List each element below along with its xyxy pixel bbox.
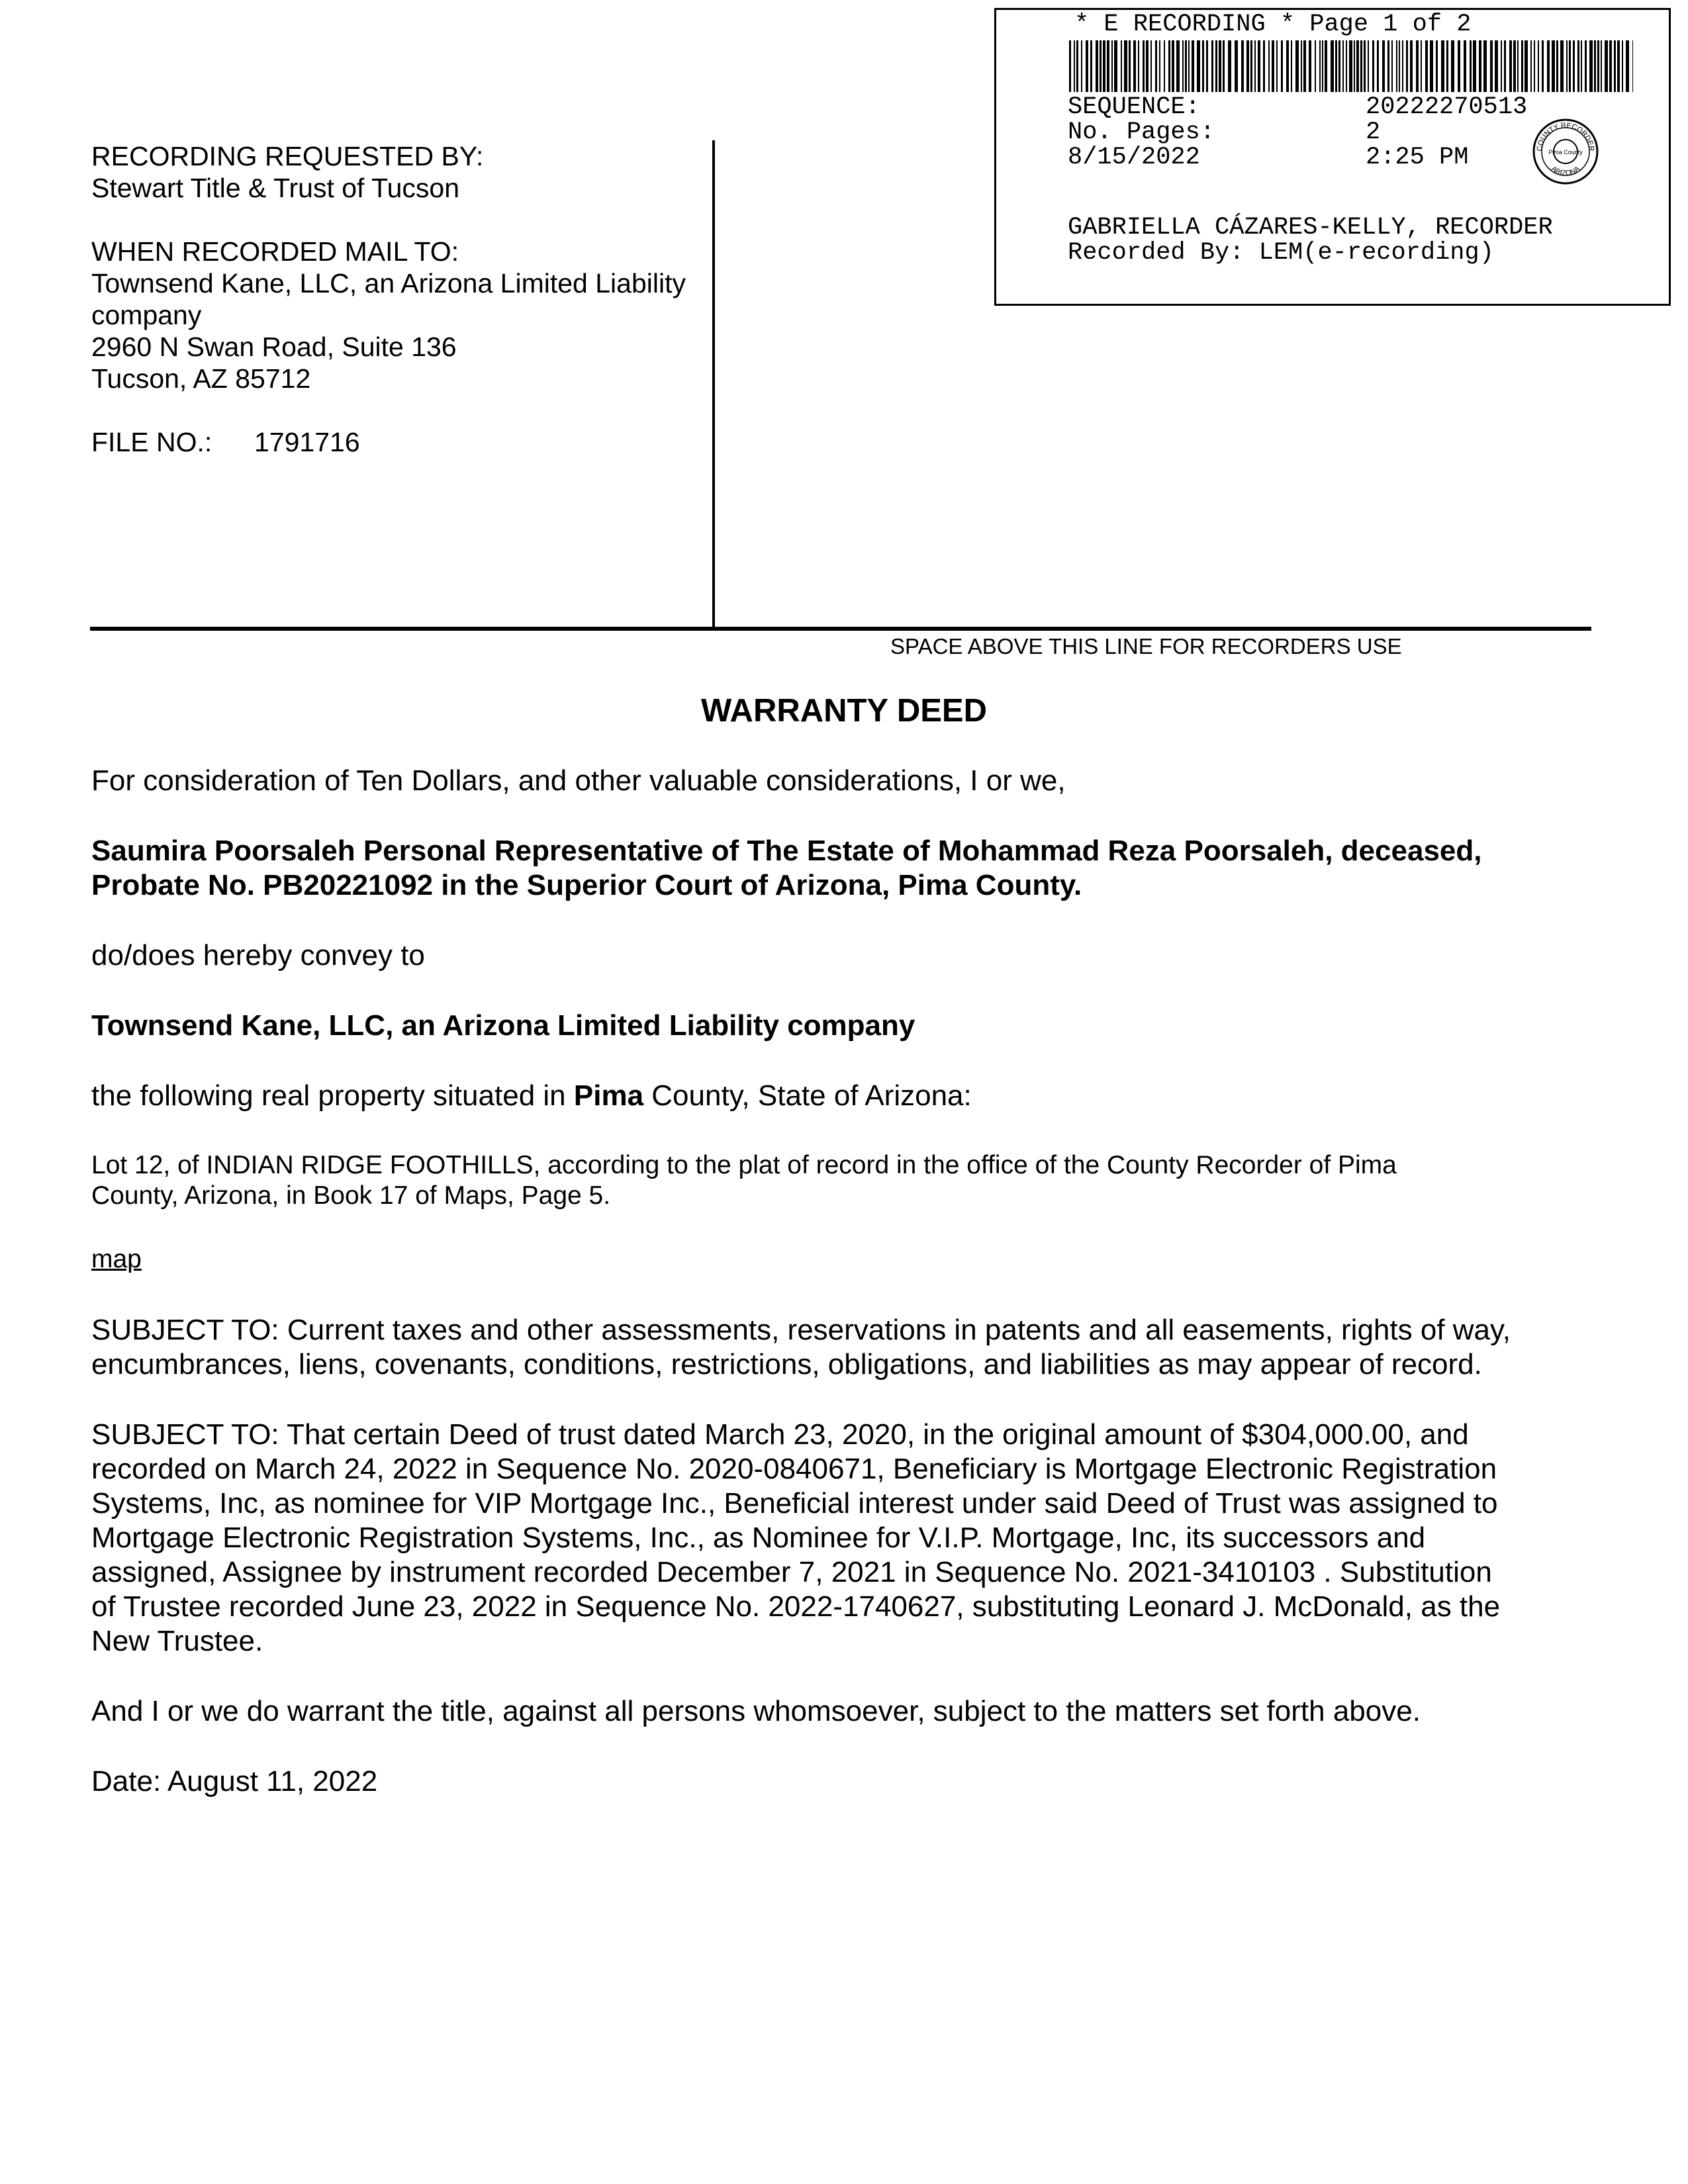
subject-to-line: of Trustee recorded June 23, 2022 in Sequence No. 2022-1740627, substituting Leonard J. McDonald, as the [91, 1590, 1501, 1623]
seal-center-text: Pima County [1548, 149, 1583, 156]
county-recorder-seal [1531, 117, 1600, 186]
barcode-bar [1517, 40, 1519, 92]
stamp-time: 2:25 PM [1366, 144, 1469, 171]
barcode-bar [1338, 40, 1340, 92]
barcode-bar [1335, 40, 1337, 92]
barcode-bar [1391, 40, 1393, 92]
barcode-bar [1560, 40, 1564, 92]
barcode-bar [1436, 40, 1438, 92]
recorder-name: GABRIELLA CÁZARES-KELLY, RECORDER [1068, 214, 1553, 242]
barcode-bar [1228, 40, 1231, 92]
subject-to-line: Mortgage Electronic Registration Systems, Inc., as Nominee for V.I.P. Mortgage, Inc, its successors and [91, 1522, 1426, 1554]
barcode-bar [1124, 40, 1127, 92]
barcode-bar [1441, 40, 1444, 92]
seal-top-text: COUNTY RECORDER [1535, 121, 1596, 152]
barcode-bar [1632, 40, 1633, 92]
barcode-bar [1172, 40, 1174, 92]
barcode-bar [1276, 40, 1278, 92]
barcode-bar [1581, 40, 1582, 92]
barcode-bar [1479, 40, 1481, 92]
barcode-bar [1295, 40, 1299, 92]
barcode-bar [1617, 40, 1620, 92]
barcode-bar [1601, 40, 1602, 92]
mail-to-line: Tucson, AZ 85712 [91, 363, 311, 394]
barcode-bar [1504, 40, 1506, 92]
recorder-space-line [90, 627, 1591, 631]
barcode-bar [1322, 40, 1323, 92]
consideration-text: For consideration of Ten Dollars, and other valuable considerations, I or we, [91, 764, 1066, 797]
recording-stamp [994, 8, 1671, 306]
barcode-bar [1103, 40, 1105, 92]
pages-value: 2 [1366, 118, 1381, 146]
barcode-bar [1107, 40, 1109, 92]
barcode-bar [1272, 40, 1274, 92]
barcode-bar [1566, 40, 1568, 92]
barcode-bar [1325, 40, 1327, 92]
barcode-bar [1309, 40, 1311, 92]
barcode-bar [1605, 40, 1608, 92]
subject-to-line: assigned, Assignee by instrument recorded December 7, 2021 in Sequence No. 2021-3410103 . Substitution [91, 1556, 1492, 1588]
barcode-bar [1538, 40, 1539, 92]
barcode-bar [1458, 40, 1460, 92]
barcode-bar [1402, 40, 1403, 92]
barcode-bar [1215, 40, 1217, 92]
barcode-bar [1364, 40, 1366, 92]
barcode-bar [1569, 40, 1571, 92]
barcode-bar [1192, 40, 1194, 92]
barcode-bar [1138, 40, 1139, 92]
barcode-bar [1241, 40, 1244, 92]
sequence-value: 20222270513 [1366, 93, 1528, 121]
barcode-bar [1315, 40, 1316, 92]
pages-label: No. Pages: [1068, 118, 1215, 146]
barcode-bar [1421, 40, 1422, 92]
mail-to-label: WHEN RECORDED MAIL TO: [91, 236, 459, 267]
barcode-bar [1301, 40, 1302, 92]
property-intro [91, 1079, 972, 1113]
barcode-bar [1096, 40, 1098, 92]
legal-description-line: Lot 12, of INDIAN RIDGE FOOTHILLS, according to the plat of record in the office of the County Recorder of Pima [91, 1151, 1397, 1179]
map-link[interactable]: map [91, 1245, 142, 1273]
barcode-bar [1211, 40, 1213, 92]
barcode-bar [1451, 40, 1454, 92]
barcode-bar [1399, 40, 1400, 92]
barcode-bar [1410, 40, 1413, 92]
barcode-bar [1223, 40, 1225, 92]
barcode-bar [1473, 40, 1476, 92]
barcode-bar [1150, 40, 1152, 92]
requested-by-label: RECORDING REQUESTED BY: [91, 141, 484, 171]
barcode-bar [1342, 40, 1344, 92]
barcode-bar [1254, 40, 1256, 92]
barcode-bar [1235, 40, 1238, 92]
barcode-bar [1281, 40, 1283, 92]
file-no: 1791716 [254, 427, 360, 457]
requested-by: Stewart Title & Trust of Tucson [91, 173, 460, 203]
barcode-bar [1552, 40, 1555, 92]
barcode-bar [1626, 40, 1629, 92]
barcode-bar [1263, 40, 1265, 92]
barcode-bar [1406, 40, 1408, 92]
barcode-bar [1524, 40, 1528, 92]
barcode-bar [1303, 40, 1306, 92]
grantor-line: Saumira Poorsaleh Personal Representative of The Estate of Mohammad Reza Poorsaleh, deceased, [91, 835, 1482, 867]
barcode-bar [1470, 40, 1472, 92]
barcode-bar [1129, 40, 1131, 92]
barcode-bar [1086, 40, 1088, 92]
barcode-bar [1182, 40, 1184, 92]
barcode-bar [1291, 40, 1292, 92]
recorder-space-note: SPACE ABOVE THIS LINE FOR RECORDERS USE [890, 634, 1402, 659]
seal-bottom-text: ARIZONA [1549, 165, 1582, 178]
barcode-bar [1430, 40, 1433, 92]
property-intro-before: the following real property situated in [91, 1079, 566, 1112]
barcode-bar [1069, 40, 1071, 92]
barcode-bar [1360, 40, 1362, 92]
barcode-bar [1081, 40, 1082, 92]
barcode-bar [1176, 40, 1180, 92]
barcode-bar [1268, 40, 1270, 92]
barcode-bar [1573, 40, 1575, 92]
barcode-bar [1111, 40, 1113, 92]
deed-date: Date: August 11, 2022 [91, 1765, 378, 1797]
barcode-bar [1622, 40, 1623, 92]
barcode-bar [1577, 40, 1579, 92]
barcode-bar [1188, 40, 1190, 92]
barcode-bar [1464, 40, 1466, 92]
barcode [1069, 40, 1633, 92]
barcode-bar [1490, 40, 1493, 92]
barcode-bar [1346, 40, 1347, 92]
barcode-bar [1597, 40, 1599, 92]
sequence-label: SEQUENCE: [1068, 93, 1200, 121]
grantee: Townsend Kane, LLC, an Arizona Limited Liability company [91, 1009, 915, 1042]
barcode-bar [1387, 40, 1389, 92]
property-county: Pima [573, 1079, 644, 1112]
barcode-bar [1530, 40, 1532, 92]
barcode-bar [1349, 40, 1352, 92]
barcode-bar [1425, 40, 1428, 92]
barcode-bar [1483, 40, 1487, 92]
convey-text: do/does hereby convey to [91, 939, 425, 972]
barcode-bar [1585, 40, 1587, 92]
barcode-bar [1416, 40, 1419, 92]
subject-to-line: SUBJECT TO: Current taxes and other assessments, reservations in patents and all easements, rights of way, [91, 1314, 1511, 1346]
subject-to-line: New Trustee. [91, 1625, 263, 1657]
legal-description-line: County, Arizona, in Book 17 of Maps, Page 5. [91, 1181, 611, 1210]
barcode-bar [1547, 40, 1550, 92]
subject-to-line: SUBJECT TO: That certain Deed of trust dated March 23, 2020, in the original amount of $304,000.00, and [91, 1418, 1469, 1451]
barcode-bar [1197, 40, 1200, 92]
barcode-bar [1168, 40, 1170, 92]
barcode-bar [1090, 40, 1092, 92]
barcode-bar [1164, 40, 1165, 92]
file-no-label: FILE NO.: [91, 427, 212, 457]
barcode-bar [1258, 40, 1260, 92]
barcode-bar [1556, 40, 1558, 92]
barcode-bar [1589, 40, 1593, 92]
barcode-bar [1146, 40, 1149, 92]
warranty-text: And I or we do warrant the title, against all persons whomsoever, subject to the matters set forth above. [91, 1695, 1421, 1727]
mail-to-line: 2960 N Swan Road, Suite 136 [91, 332, 457, 362]
barcode-bar [1246, 40, 1249, 92]
stamp-header: * E RECORDING * Page 1 of 2 [1074, 11, 1472, 38]
barcode-bar [1155, 40, 1157, 92]
barcode-bar [1202, 40, 1204, 92]
barcode-bar [1509, 40, 1512, 92]
subject-to-line: recorded on March 24, 2022 in Sequence No. 2020-0840671, Beneficiary is Mortgage Electronic Registration [91, 1453, 1497, 1485]
barcode-bar [1372, 40, 1374, 92]
barcode-bar [1100, 40, 1102, 92]
barcode-bar [1074, 40, 1075, 92]
barcode-bar [1495, 40, 1498, 92]
svg-text:ARIZONA [1550, 165, 1582, 178]
stamp-date: 8/15/2022 [1068, 144, 1200, 171]
barcode-bar [1114, 40, 1117, 92]
recorded-by: Recorded By: LEM(e-recording) [1068, 239, 1494, 267]
barcode-bar [1319, 40, 1321, 92]
barcode-bar [1121, 40, 1122, 92]
barcode-bar [1076, 40, 1078, 92]
barcode-bar [1609, 40, 1612, 92]
barcode-bar [1133, 40, 1136, 92]
subject-to-line: encumbrances, liens, covenants, conditions, restrictions, obligations, and liabilities as may appear of record. [91, 1348, 1482, 1381]
barcode-bar [1377, 40, 1379, 92]
grantor-line: Probate No. PB20221092 in the Superior Court of Arizona, Pima County. [91, 869, 1082, 901]
mail-to-line: Townsend Kane, LLC, an Arizona Limited Liability [91, 268, 686, 298]
barcode-bar [1250, 40, 1252, 92]
barcode-bar [1286, 40, 1289, 92]
barcode-bar [1521, 40, 1523, 92]
map-link-wrap [91, 1244, 142, 1275]
subject-to-line: Systems, Inc, as nominee for VIP Mortgage Inc., Beneficial interest under said Deed of Trust was assigned to [91, 1487, 1498, 1520]
mail-to-line: company [91, 300, 202, 330]
property-intro-after: County, State of Arizona: [651, 1079, 972, 1112]
barcode-bar [1501, 40, 1502, 92]
barcode-bar [1534, 40, 1535, 92]
barcode-bar [1542, 40, 1544, 92]
barcode-bar [1185, 40, 1187, 92]
barcode-bar [1513, 40, 1516, 92]
barcode-bar [1206, 40, 1208, 92]
barcode-bar [1356, 40, 1359, 92]
barcode-bar [1331, 40, 1334, 92]
barcode-bar [1396, 40, 1397, 92]
barcode-bar [1368, 40, 1369, 92]
svg-text:COUNTY RECORDER [1536, 122, 1595, 152]
barcode-bar [1446, 40, 1448, 92]
barcode-bar [1594, 40, 1596, 92]
barcode-bar [1143, 40, 1145, 92]
barcode-bar [1354, 40, 1355, 92]
barcode-bar [1219, 40, 1221, 92]
document-title: WARRANTY DEED [701, 693, 987, 729]
barcode-bar [1614, 40, 1616, 92]
barcode-bar [1382, 40, 1385, 92]
barcode-bar [1159, 40, 1160, 92]
vertical-divider [712, 140, 715, 629]
